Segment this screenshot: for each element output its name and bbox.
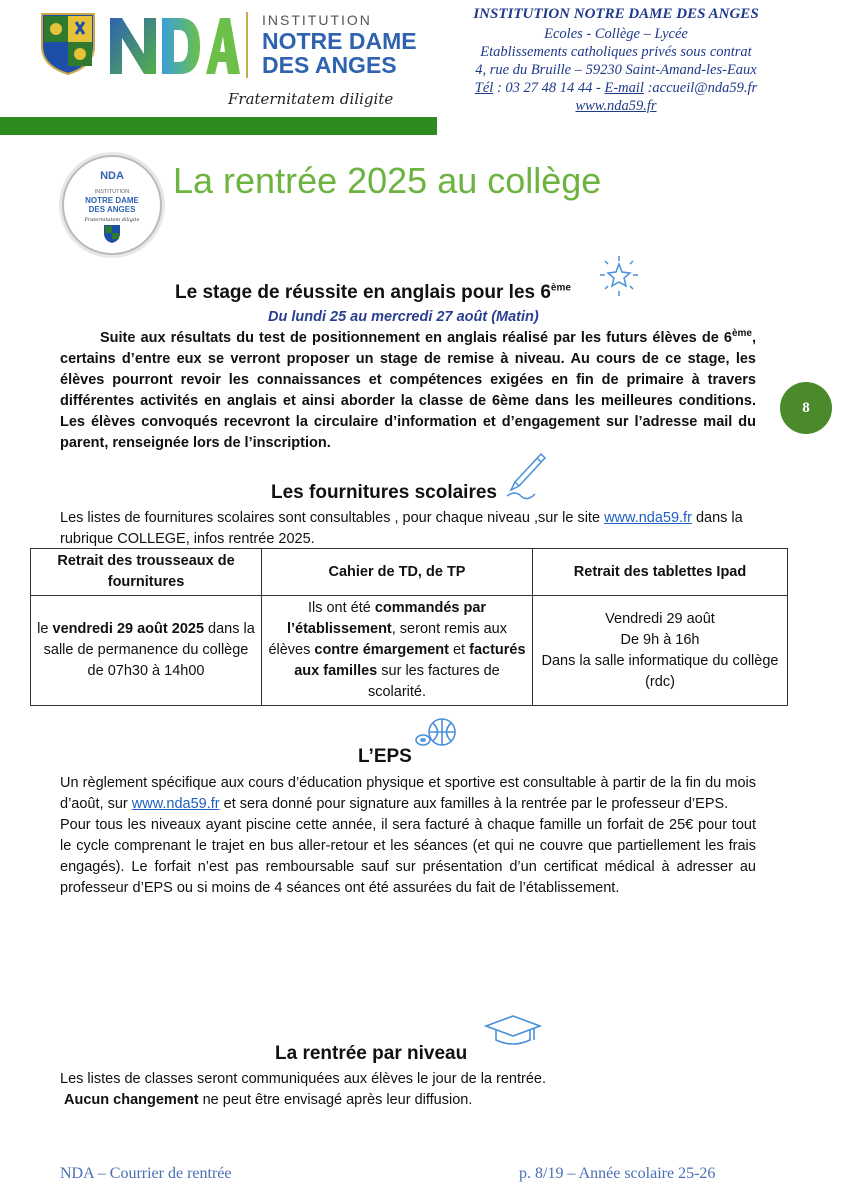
- cell-text: et: [448, 642, 470, 658]
- college-badge: [62, 155, 162, 255]
- tel-label: Tél: [474, 80, 494, 96]
- cell-text: sur les factures de scolarité.: [367, 663, 500, 700]
- tel-value: : 03 27 48 14 44 -: [493, 80, 605, 96]
- english-body-sup: ème: [731, 328, 752, 340]
- crest-icon: [40, 12, 96, 76]
- cell-text-bold: commandés par l’établissement: [286, 600, 487, 637]
- cell-line: Dans la salle informatique du collège (rdc): [541, 652, 779, 690]
- supplies-intro-part1: Les listes de fournitures scolaires sont consultables , pour chaque niveau ,sur le site: [60, 510, 605, 526]
- section-english-dates: Du lundi 25 au mercredi 27 août (Matin): [268, 309, 539, 325]
- page-title: La rentrée 2025 au collège: [173, 160, 602, 201]
- english-body-part1: Suite aux résultats du test de positionnement en anglais réalisé par les futurs élèves de 6: [100, 330, 732, 346]
- cell-text-bold: contre émargement: [314, 642, 449, 658]
- motto: Fraternitatem diligite: [228, 90, 394, 108]
- header-line-contact: [456, 80, 776, 97]
- badge-motto: Fraternitatem diligite: [84, 217, 140, 223]
- eps-paragraph-2: Pour tous les niveaux ayant piscine cette année, il sera facturé à chaque famille un forfait de 25€ pour tout le cycle comprenant le trajet en bus aller-retour et les séances (et qui ne couvre que partiellement les frais engagés). Le forfait n’est pas remboursable sauf sur présentation d’un certificat médical à adresser au professeur d’EPS ou si moins de 4 séances ont été assurées du fait de l’établissement.: [60, 817, 756, 896]
- badge-institution: INSTITUTION: [94, 189, 130, 195]
- section-supplies-title: Les fournitures scolaires: [271, 482, 497, 503]
- table-cell-cahier: [262, 596, 533, 706]
- levels-p2-bold: Aucun changement: [64, 1092, 199, 1108]
- levels-paragraph-1: Les listes de classes seront communiquées aux élèves le jour de la rentrée.: [60, 1071, 547, 1087]
- header-line-status: Etablissements catholiques privés sous contrat: [480, 44, 752, 60]
- logo-institution-text: INSTITUTION: [262, 12, 372, 28]
- email-label[interactable]: E-mail: [604, 80, 644, 96]
- cell-text-bold: facturés aux familles: [294, 642, 526, 679]
- section-supplies-intro: [60, 508, 756, 550]
- cell-text: dans la salle de permanence du collège de 07h30 à 14h00: [43, 621, 255, 679]
- supplies-table: [30, 548, 788, 706]
- logo-name-line2: DES ANGES: [262, 52, 397, 78]
- levels-p2-rest: ne peut être envisagé après leur diffusion.: [198, 1092, 473, 1108]
- cell-line: Vendredi 29 août: [605, 610, 715, 627]
- badge-mark: NDA: [100, 170, 124, 182]
- nda-logo-icon: [108, 14, 240, 76]
- logo-name-line1: NOTRE DAME: [262, 28, 417, 54]
- website-link-text[interactable]: www.nda59.fr: [575, 98, 657, 114]
- header-title: INSTITUTION NOTRE DAME DES ANGES: [473, 6, 759, 22]
- section-english-title: [175, 282, 571, 304]
- levels-paragraph-2: [60, 1090, 756, 1111]
- graduation-cap-icon: [484, 1014, 542, 1048]
- supplies-intro-part2: dans la rubrique COLLEGE, infos rentrée 2025.: [60, 510, 743, 547]
- section-levels-title: La rentrée par niveau: [275, 1043, 468, 1064]
- logo-divider: [246, 12, 248, 78]
- section-eps-title: L’EPS: [358, 746, 412, 767]
- eps-p1-part1: Un règlement spécifique aux cours d’éducation physique et sportive est consultable à partir de la fin du mois d’août, sur: [60, 775, 756, 812]
- table-header-cell: Cahier de TD, de TP: [262, 549, 533, 596]
- table-row: [31, 596, 788, 706]
- english-body-part2: , certains d’entre eux se verront proposer un stage de remise à niveau. Au cours de ce stage, les élèves pourront revoir les connaissances et compétences exigées en fin de primaire à travers différentes activités en anglais et ainsi aborder la classe de 6ème dans les meilleures conditions. Les élèves convoqués recevront la circulaire d’information et d’engagement sur l’adresse mail du parent, renseignée lors de l’inscription.: [60, 330, 756, 451]
- footer-left: NDA – Courrier de rentrée: [60, 1165, 232, 1182]
- header-green-bar: [0, 117, 437, 135]
- section-english-body: [60, 328, 756, 454]
- footer-right: p. 8/19 – Année scolaire 25-26: [519, 1165, 716, 1182]
- page-number-badge: 8: [780, 382, 832, 434]
- header-website-link[interactable]: [456, 98, 776, 115]
- pen-icon: [505, 452, 547, 500]
- cell-text: , seront remis aux élèves: [268, 621, 507, 658]
- table-header-cell: Retrait des trousseaux de fournitures: [31, 549, 262, 596]
- table-cell-ipad: [533, 596, 788, 706]
- sparkle-icon: [598, 256, 640, 296]
- eps-website-link[interactable]: www.nda59.fr: [131, 796, 220, 812]
- section-english-title-text: Le stage de réussite en anglais pour les 6: [175, 282, 551, 303]
- email-value: :accueil@nda59.fr: [643, 80, 758, 96]
- badge-name-line2: DES ANGES: [88, 205, 136, 214]
- eps-paragraph-1: [60, 773, 756, 815]
- badge-name-line1: NOTRE DAME: [85, 196, 139, 205]
- table-header-cell: Retrait des tablettes Ipad: [533, 549, 788, 596]
- supplies-website-link[interactable]: www.nda59.fr: [604, 510, 692, 526]
- eps-p1-part2: et sera donné pour signature aux familles à la rentrée par le professeur d’EPS.: [219, 796, 729, 812]
- table-header-row: [31, 549, 788, 596]
- cell-text: Ils ont été: [307, 600, 375, 616]
- header-line-address: 4, rue du Bruille – 59230 Saint-Amand-les-Eaux: [475, 62, 757, 78]
- sports-balls-icon: [414, 716, 460, 756]
- cell-line: De 9h à 16h: [620, 631, 700, 648]
- header-line-levels: Ecoles - Collège – Lycée: [544, 26, 688, 42]
- section-eps-body: [60, 773, 756, 899]
- cell-text: le: [37, 621, 53, 637]
- table-cell-trousseaux: [31, 596, 262, 706]
- section-levels-body: [60, 1069, 756, 1111]
- cell-text-bold: vendredi 29 août 2025: [52, 621, 205, 637]
- section-english-title-sup: ème: [550, 282, 571, 294]
